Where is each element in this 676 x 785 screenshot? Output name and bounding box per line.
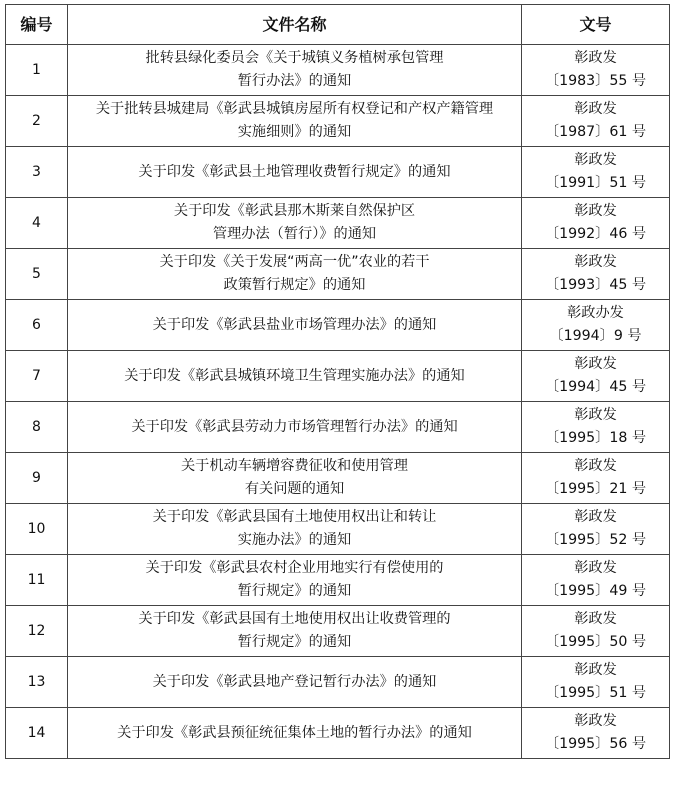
document-number-line: 彰政发 [574, 203, 617, 219]
document-name-line: 关于印发《彰武县盐业市场管理办法》的通知 [152, 316, 437, 333]
document-name-line: 关于印发《彰武县那木斯莱自然保护区 [173, 203, 416, 219]
header-document-name: 文件名称 [68, 5, 522, 45]
document-number-line: 〔1993〕45 号 [544, 277, 647, 293]
document-number-line: 彰政发 [574, 50, 617, 66]
document-name-line: 政策暂行规定》的通知 [223, 277, 366, 293]
document-number-cell [522, 402, 670, 453]
row-number: 4 [6, 198, 68, 249]
document-number-cell [522, 300, 670, 351]
document-name-line: 关于印发《关于发展“两高一优”农业的若干 [159, 254, 430, 270]
table-row [6, 657, 670, 708]
row-number: 14 [6, 708, 68, 759]
document-name-line: 关于印发《彰武县预征统征集体土地的暂行办法》的通知 [117, 724, 472, 741]
document-number-line: 〔1995〕21 号 [544, 481, 647, 497]
document-number-cell [522, 198, 670, 249]
document-number-line: 彰政发 [574, 356, 617, 372]
document-name-cell [68, 657, 522, 708]
document-number-line: 〔1995〕51 号 [544, 685, 647, 701]
table-row [6, 555, 670, 606]
document-number-line: 彰政发 [574, 254, 617, 270]
document-name-line: 实施办法》的通知 [237, 532, 352, 548]
document-number-cell [522, 45, 670, 96]
document-number-cell [522, 555, 670, 606]
document-name-line: 批转县绿化委员会《关于城镇义务植树承包管理 [145, 50, 444, 66]
document-name-cell [68, 708, 522, 759]
row-number: 1 [6, 45, 68, 96]
document-name-line: 实施细则》的通知 [237, 124, 352, 140]
document-name-line: 关于印发《彰武县国有土地使用权出让和转让 [152, 509, 437, 525]
row-number: 10 [6, 504, 68, 555]
row-number: 12 [6, 606, 68, 657]
document-name-line: 关于印发《彰武县农村企业用地实行有偿使用的 [145, 560, 444, 576]
table-row [6, 504, 670, 555]
document-number-line: 〔1995〕52 号 [544, 532, 647, 548]
table-body [6, 45, 670, 759]
row-number: 13 [6, 657, 68, 708]
document-name-line: 暂行办法》的通知 [237, 73, 352, 89]
row-number: 8 [6, 402, 68, 453]
document-name-line: 暂行规定》的通知 [237, 634, 352, 650]
table-row [6, 45, 670, 96]
header-row [6, 5, 670, 45]
document-name-line: 关于批转县城建局《彰武县城镇房屋所有权登记和产权产籍管理 [95, 101, 494, 117]
table-row [6, 198, 670, 249]
table-row [6, 249, 670, 300]
document-number-cell [522, 453, 670, 504]
row-number: 3 [6, 147, 68, 198]
document-name-line: 关于印发《彰武县劳动力市场管理暂行办法》的通知 [131, 418, 458, 435]
document-number-line: 〔1987〕61 号 [544, 124, 647, 140]
document-number-cell [522, 147, 670, 198]
document-number-cell [522, 249, 670, 300]
document-name-line: 关于印发《彰武县国有土地使用权出让收费管理的 [138, 611, 451, 627]
document-name-line: 管理办法（暂行）》的通知 [212, 226, 377, 242]
document-number-line: 彰政发 [574, 509, 617, 525]
document-name-cell [68, 504, 522, 555]
document-number-line: 彰政办发 [567, 305, 624, 321]
document-number-line: 彰政发 [574, 611, 617, 627]
document-name-cell [68, 453, 522, 504]
document-list-table [5, 4, 670, 759]
table-row [6, 606, 670, 657]
document-name-cell [68, 300, 522, 351]
document-name-cell [68, 351, 522, 402]
table-row [6, 96, 670, 147]
document-number-line: 彰政发 [574, 458, 617, 474]
document-name-cell [68, 606, 522, 657]
row-number: 11 [6, 555, 68, 606]
document-number-cell [522, 657, 670, 708]
document-number-line: 〔1994〕45 号 [544, 379, 647, 395]
document-number-line: 〔1995〕50 号 [544, 634, 647, 650]
document-name-cell [68, 45, 522, 96]
document-number-line: 彰政发 [574, 407, 617, 423]
document-number-line: 〔1983〕55 号 [544, 73, 647, 89]
document-name-line: 有关问题的通知 [244, 481, 345, 497]
table-row [6, 351, 670, 402]
document-number-line: 彰政发 [574, 101, 617, 117]
document-number-line: 〔1994〕9 号 [549, 328, 642, 344]
table-row [6, 147, 670, 198]
row-number: 2 [6, 96, 68, 147]
document-name-line: 关于印发《彰武县城镇环境卫生管理实施办法》的通知 [124, 367, 465, 384]
document-number-cell [522, 351, 670, 402]
row-number: 9 [6, 453, 68, 504]
document-number-cell [522, 606, 670, 657]
document-number-cell [522, 708, 670, 759]
table-row [6, 402, 670, 453]
document-number-line: 〔1992〕46 号 [544, 226, 647, 242]
document-name-line: 关于印发《彰武县土地管理收费暂行规定》的通知 [138, 163, 451, 180]
table-row [6, 708, 670, 759]
header-document-number: 文号 [522, 5, 670, 45]
document-number-line: 〔1991〕51 号 [544, 175, 647, 191]
document-number-line: 彰政发 [574, 560, 617, 576]
document-name-line: 暂行规定》的通知 [237, 583, 352, 599]
header-number: 编号 [6, 5, 68, 45]
document-name-line: 关于印发《彰武县地产登记暂行办法》的通知 [152, 673, 437, 690]
table-row [6, 453, 670, 504]
document-number-line: 彰政发 [574, 662, 617, 678]
row-number: 5 [6, 249, 68, 300]
document-name-cell [68, 249, 522, 300]
document-name-cell [68, 198, 522, 249]
document-number-line: 彰政发 [574, 152, 617, 168]
table-row [6, 300, 670, 351]
document-number-line: 〔1995〕56 号 [544, 736, 647, 752]
document-number-line: 〔1995〕49 号 [544, 583, 647, 599]
document-name-cell [68, 555, 522, 606]
document-number-cell [522, 504, 670, 555]
row-number: 6 [6, 300, 68, 351]
document-number-line: 彰政发 [574, 713, 617, 729]
document-number-cell [522, 96, 670, 147]
row-number: 7 [6, 351, 68, 402]
document-name-cell [68, 402, 522, 453]
document-name-cell [68, 96, 522, 147]
document-name-line: 关于机动车辆增容费征收和使用管理 [180, 458, 408, 474]
document-name-cell [68, 147, 522, 198]
document-number-line: 〔1995〕18 号 [544, 430, 647, 446]
